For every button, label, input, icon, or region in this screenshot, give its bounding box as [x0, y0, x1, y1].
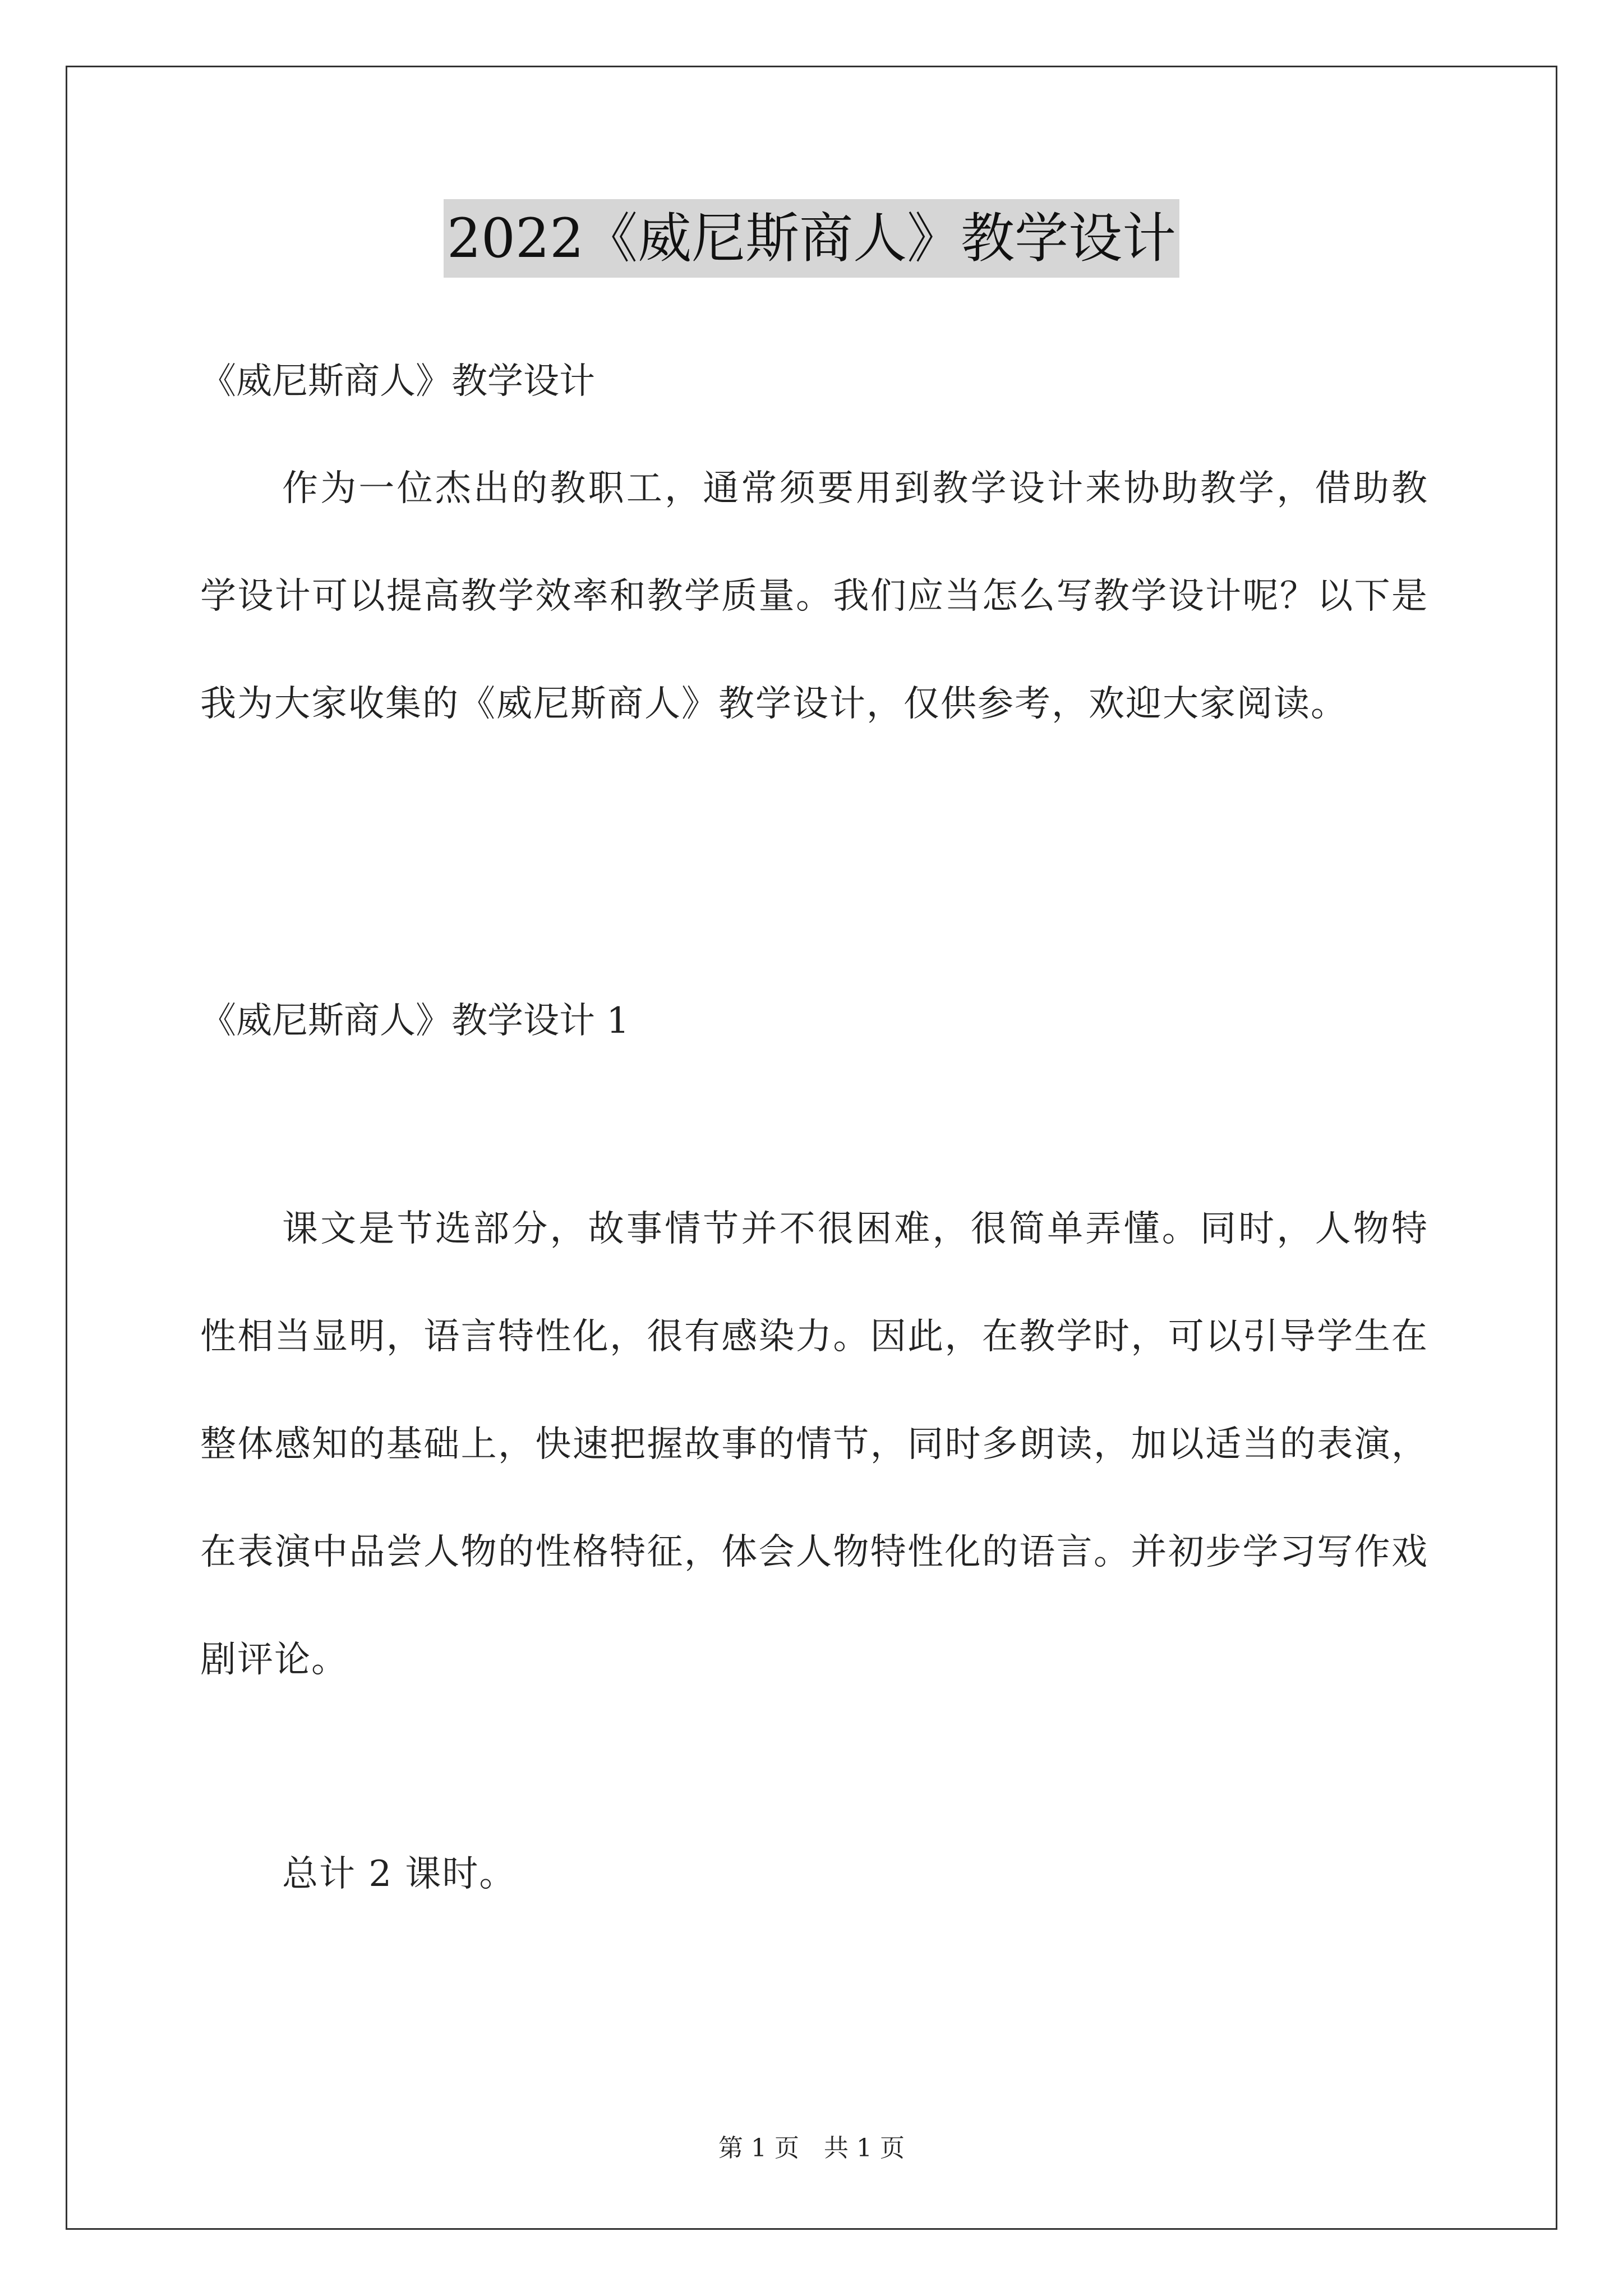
intro-paragraph: 作为一位杰出的教职工，通常须要用到教学设计来协助教学，借助教学设计可以提高教学效率和教学质量。我们应当怎么写教学设计呢？以下是我为大家收集的《威尼斯商人》教学设计，仅供参考，欢迎大家阅读。: [200, 468, 1428, 725]
section-1-paragraph: 课文是节选部分，故事情节并不很困难，很简单弄懂。同时，人物特性相当显明，语言特性化，很有感染力。因此，在教学时，可以引导学生在整体感知的基础上，快速把握故事的情节，同时多朗读，加以适当的表演，在表演中品尝人物的性格特征，体会人物特性化的语言。并初步学习写作戏剧评论。: [200, 1208, 1428, 1681]
section-1-heading: 《威尼斯商人》教学设计 1: [200, 1000, 630, 1042]
title-container: [0, 199, 1623, 278]
total-hours-paragraph: 总计 2 课时。: [282, 1853, 517, 1895]
subtitle: 《威尼斯商人》教学设计: [200, 361, 595, 402]
document-title: 2022《威尼斯商人》教学设计: [444, 199, 1179, 278]
page-footer: 第 1 页 共 1 页: [718, 2134, 905, 2162]
